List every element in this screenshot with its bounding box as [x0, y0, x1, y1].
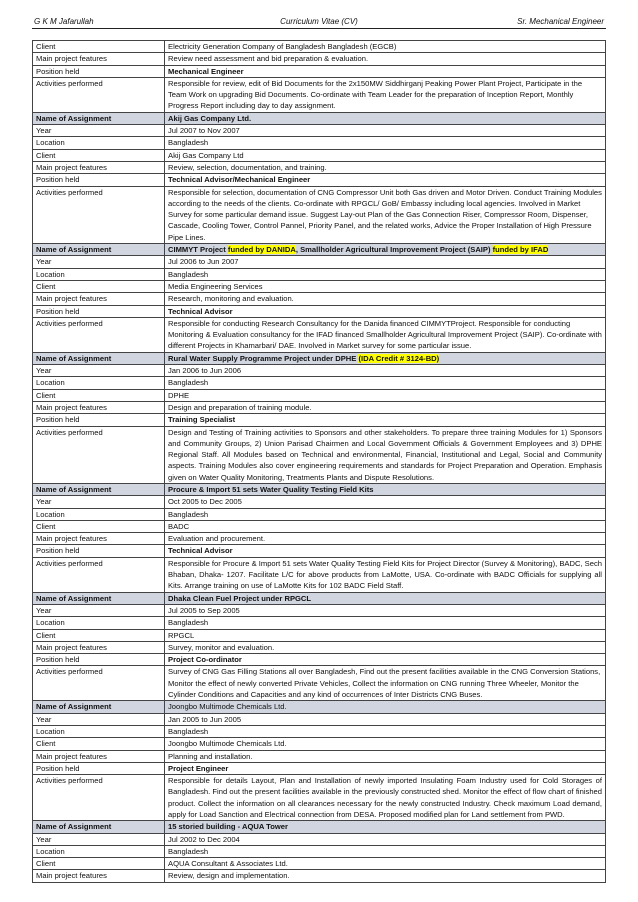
assignment-name: Joongbo Multimode Chemicals Ltd.: [165, 701, 606, 713]
field-value: Survey, monitor and evaluation.: [165, 641, 606, 653]
field-value: Training Specialist: [165, 414, 606, 426]
row-year: [33, 256, 606, 268]
field-label: Year: [33, 496, 165, 508]
assignment-name: Akij Gas Company Ltd.: [165, 112, 606, 124]
row-client: [33, 389, 606, 401]
field-value: Bangladesh: [165, 617, 606, 629]
field-label: Year: [33, 256, 165, 268]
assignment-name: 15 storied building - AQUA Tower: [165, 821, 606, 833]
field-value: Akij Gas Company Ltd: [165, 149, 606, 161]
field-value: Mechanical Engineer: [165, 65, 606, 77]
field-value: Bangladesh: [165, 268, 606, 280]
field-label: Year: [33, 604, 165, 616]
row-client: [33, 149, 606, 161]
row-position: [33, 654, 606, 666]
field-value: Review, design and implementation.: [165, 870, 606, 882]
field-value: Responsible for conducting Research Consultancy for the Danida financed CIMMYTProject. Responsible for conducting Monitoring & Evaluation consultancy for the IFAD financed Smallholder Agricultural Improvement Project (SAIP). Co-ordinate with different Projects in Khamarbari/ DAE. Involved in Market survey for some particular issue.: [165, 317, 606, 352]
field-value: Survey of CNG Gas Filling Stations all over Bangladesh, Find out the present facilities available in the CNG Conversion Stations, Monitor the effect of newly converted Private Vehicles, Collect the information on CNG running Three Wheeler, Monitor the Cylinder Conditions and Capacities and any kind of occurrences of Inter Districts CNG Buses.: [165, 666, 606, 701]
header-rule: [32, 28, 606, 29]
row-year: [33, 833, 606, 845]
field-label: Activities performed: [33, 426, 165, 483]
row-position: [33, 305, 606, 317]
field-label: Position held: [33, 174, 165, 186]
row-activities: [33, 186, 606, 243]
field-label: Position held: [33, 305, 165, 317]
field-label: Year: [33, 713, 165, 725]
field-label: Position held: [33, 65, 165, 77]
field-value: Jan 2005 to Jun 2005: [165, 713, 606, 725]
field-label: Activities performed: [33, 666, 165, 701]
credit-highlight: (IDA Credit # 3124-BD): [358, 353, 440, 363]
row-location: [33, 725, 606, 737]
row-year: [33, 713, 606, 725]
assignment-name-part: CIMMYT Project: [168, 245, 228, 255]
field-value: Review need assessment and bid preparation & evaluation.: [165, 53, 606, 65]
row-year: [33, 604, 606, 616]
field-label: Client: [33, 280, 165, 292]
field-value: BADC: [165, 520, 606, 532]
field-value: Bangladesh: [165, 725, 606, 737]
row-position: [33, 65, 606, 77]
field-label: Client: [33, 858, 165, 870]
field-label: Name of Assignment: [33, 112, 165, 124]
field-value: Design and Testing of Training activities to Sponsors and other stakeholders. To prepare three training Modules for 1) Sponsors and Community Groups, 2) Union Parisad Chairmen and Local Government Officials & Government Employees and 3) DPHE Regional Staff. All Modules based on Technical and environmental, Financial, Institutional and Legal, Social and Community aspects. Training Modules also cover engineering requirements and standards for Project Preparation and Operation. Emphasis given on Water Quality Monitoring, Treatments Plants and Dispute Resolutions.: [165, 426, 606, 483]
field-label: Position held: [33, 762, 165, 774]
row-location: [33, 377, 606, 389]
field-label: Client: [33, 738, 165, 750]
field-value: Technical Advisor/Mechanical Engineer: [165, 174, 606, 186]
row-client: [33, 41, 606, 53]
field-value: Electricity Generation Company of Bangladesh Bangladesh (EGCB): [165, 41, 606, 53]
row-activities: [33, 666, 606, 701]
row-features: [33, 161, 606, 173]
field-label: Name of Assignment: [33, 592, 165, 604]
field-value: Responsible for review, edit of Bid Documents for the 2x150MW Siddhirganj Peaking Power Plant Project, Participate in the Team Work on upgrading Bid Documents. Co-ordinate with Team Leader for the preparation of Inception Report, Monthly Progress Report including day to day assignment.: [165, 77, 606, 112]
field-value: Evaluation and procurement.: [165, 533, 606, 545]
row-features: [33, 293, 606, 305]
field-value: Jan 2006 to Jun 2006: [165, 365, 606, 377]
row-features: [33, 750, 606, 762]
field-value: Technical Advisor: [165, 545, 606, 557]
field-value: Bangladesh: [165, 377, 606, 389]
field-label: Name of Assignment: [33, 244, 165, 256]
assignment-name-part: Rural Water Supply Programme Project under DPHE: [168, 353, 359, 363]
row-location: [33, 137, 606, 149]
row-features: [33, 401, 606, 413]
field-value: Jul 2006 to Jun 2007: [165, 256, 606, 268]
field-label: Year: [33, 833, 165, 845]
field-label: Client: [33, 389, 165, 401]
field-value: Review, selection, documentation, and training.: [165, 161, 606, 173]
field-label: Location: [33, 725, 165, 737]
row-year: [33, 365, 606, 377]
assignment-header-row: [33, 592, 606, 604]
field-label: Location: [33, 508, 165, 520]
field-label: Client: [33, 520, 165, 532]
row-position: [33, 762, 606, 774]
row-position: [33, 174, 606, 186]
field-label: Name of Assignment: [33, 821, 165, 833]
field-label: Location: [33, 377, 165, 389]
field-label: Name of Assignment: [33, 483, 165, 495]
row-client: [33, 738, 606, 750]
row-activities: [33, 77, 606, 112]
field-label: Name of Assignment: [33, 701, 165, 713]
field-value: Research, monitoring and evaluation.: [165, 293, 606, 305]
field-value: Bangladesh: [165, 137, 606, 149]
field-label: Position held: [33, 414, 165, 426]
assignment-header-row: [33, 701, 606, 713]
field-label: Position held: [33, 545, 165, 557]
assignment-header-row: [33, 821, 606, 833]
field-label: Main project features: [33, 401, 165, 413]
row-location: [33, 508, 606, 520]
row-client: [33, 858, 606, 870]
row-location: [33, 845, 606, 857]
field-value: Technical Advisor: [165, 305, 606, 317]
field-value: DPHE: [165, 389, 606, 401]
assignment-name-part: , Smallholder Agricultural Improvement Project (SAIP): [295, 245, 493, 255]
field-label: Location: [33, 617, 165, 629]
field-value: Bangladesh: [165, 845, 606, 857]
field-value: Media Engineering Services: [165, 280, 606, 292]
row-features: [33, 533, 606, 545]
field-value: Responsible for selection, documentation of CNG Compressor Unit both Gas driven and Motor Driven. Conduct Training Modules according to the needs of the clients. Co-ordinate with RPGCL/ GoB/ Embassy including local agencies. Involved in Market Survey for some particular demand issue. Suggest Lay-out Plan of the Gas Connection Riser, Compressor Room, Dispenser, Cascade, Cooling Tower, Control Pannel, Priority Panel, and the related works, Advice the Proper Installation of High Pressure Pipe Lines.: [165, 186, 606, 243]
field-value: Planning and installation.: [165, 750, 606, 762]
row-activities: [33, 317, 606, 352]
field-label: Activities performed: [33, 77, 165, 112]
row-features: [33, 53, 606, 65]
field-value: Responsible for details Layout, Plan and Installation of newly imported Insulating Foam Industry used for Cold Storages of Bangladesh. Find out the present facilities available in the previously constructed shed. Monitor the effect of flow chart of finished product. Collect the information on all clearances necessary for the newly constructed Industry. Check maximum Load demand, apply for Load Sanction and Electrical connection from DESA. Proposed modified plan for Land settlement from PWD.: [165, 775, 606, 821]
row-client: [33, 520, 606, 532]
row-activities: [33, 557, 606, 592]
row-features: [33, 641, 606, 653]
field-value: Oct 2005 to Dec 2005: [165, 496, 606, 508]
header-document-title: Curriculum Vitae (CV): [280, 17, 358, 26]
field-value: Jul 2005 to Sep 2005: [165, 604, 606, 616]
header-author-name: G K M Jafarullah: [34, 17, 94, 26]
field-value: Design and preparation of training module.: [165, 401, 606, 413]
assignment-header-row: [33, 244, 606, 256]
row-client: [33, 629, 606, 641]
field-label: Activities performed: [33, 317, 165, 352]
assignment-header-row: [33, 112, 606, 124]
field-label: Position held: [33, 654, 165, 666]
assignment-header-row: [33, 483, 606, 495]
field-label: Main project features: [33, 293, 165, 305]
assignment-name: Dhaka Clean Fuel Project under RPGCL: [165, 592, 606, 604]
page-header: [32, 16, 606, 28]
assignment-name: Procure & Import 51 sets Water Quality Testing Field Kits: [165, 483, 606, 495]
field-label: Main project features: [33, 533, 165, 545]
field-value: Project Engineer: [165, 762, 606, 774]
field-label: Main project features: [33, 870, 165, 882]
row-activities: [33, 775, 606, 821]
field-label: Name of Assignment: [33, 352, 165, 364]
funding-highlight: funded by IFAD: [492, 245, 549, 255]
field-label: Client: [33, 41, 165, 53]
field-value: AQUA Consultant & Associates Ltd.: [165, 858, 606, 870]
funding-highlight: funded by DANIDA: [227, 245, 296, 255]
row-position: [33, 545, 606, 557]
header-job-title: Sr. Mechanical Engineer: [517, 17, 604, 26]
row-location: [33, 268, 606, 280]
field-label: Year: [33, 125, 165, 137]
field-label: Location: [33, 137, 165, 149]
assignment-name: [165, 352, 606, 364]
row-activities: [33, 426, 606, 483]
field-value: RPGCL: [165, 629, 606, 641]
row-client: [33, 280, 606, 292]
field-label: Activities performed: [33, 557, 165, 592]
field-value: Project Co-ordinator: [165, 654, 606, 666]
row-year: [33, 125, 606, 137]
field-value: Joongbo Multimode Chemicals Ltd.: [165, 738, 606, 750]
field-label: Location: [33, 845, 165, 857]
field-value: Jul 2007 to Nov 2007: [165, 125, 606, 137]
field-label: Activities performed: [33, 775, 165, 821]
assignment-header-row: [33, 352, 606, 364]
field-label: Activities performed: [33, 186, 165, 243]
field-label: Main project features: [33, 161, 165, 173]
field-label: Main project features: [33, 53, 165, 65]
row-position: [33, 414, 606, 426]
field-label: Main project features: [33, 641, 165, 653]
field-value: Jul 2002 to Dec 2004: [165, 833, 606, 845]
field-label: Client: [33, 629, 165, 641]
assignment-name: [165, 244, 606, 256]
field-label: Location: [33, 268, 165, 280]
field-value: Bangladesh: [165, 508, 606, 520]
field-value: Responsible for Procure & Import 51 sets Water Quality Testing Field Kits for Project Director (Survey & Monitoring), BADC, Sech Bhaban, Dhaka- 1207. Facilitate L/C for above products from LaMotte, USA. Co-ordinate with BADC Officials for supplying all Kits. Arrange training on use of LaMotte Kits for 102 BADC Field Staff.: [165, 557, 606, 592]
field-label: Year: [33, 365, 165, 377]
row-year: [33, 496, 606, 508]
row-location: [33, 617, 606, 629]
row-features: [33, 870, 606, 882]
field-label: Client: [33, 149, 165, 161]
field-label: Main project features: [33, 750, 165, 762]
assignments-table: [32, 40, 606, 883]
